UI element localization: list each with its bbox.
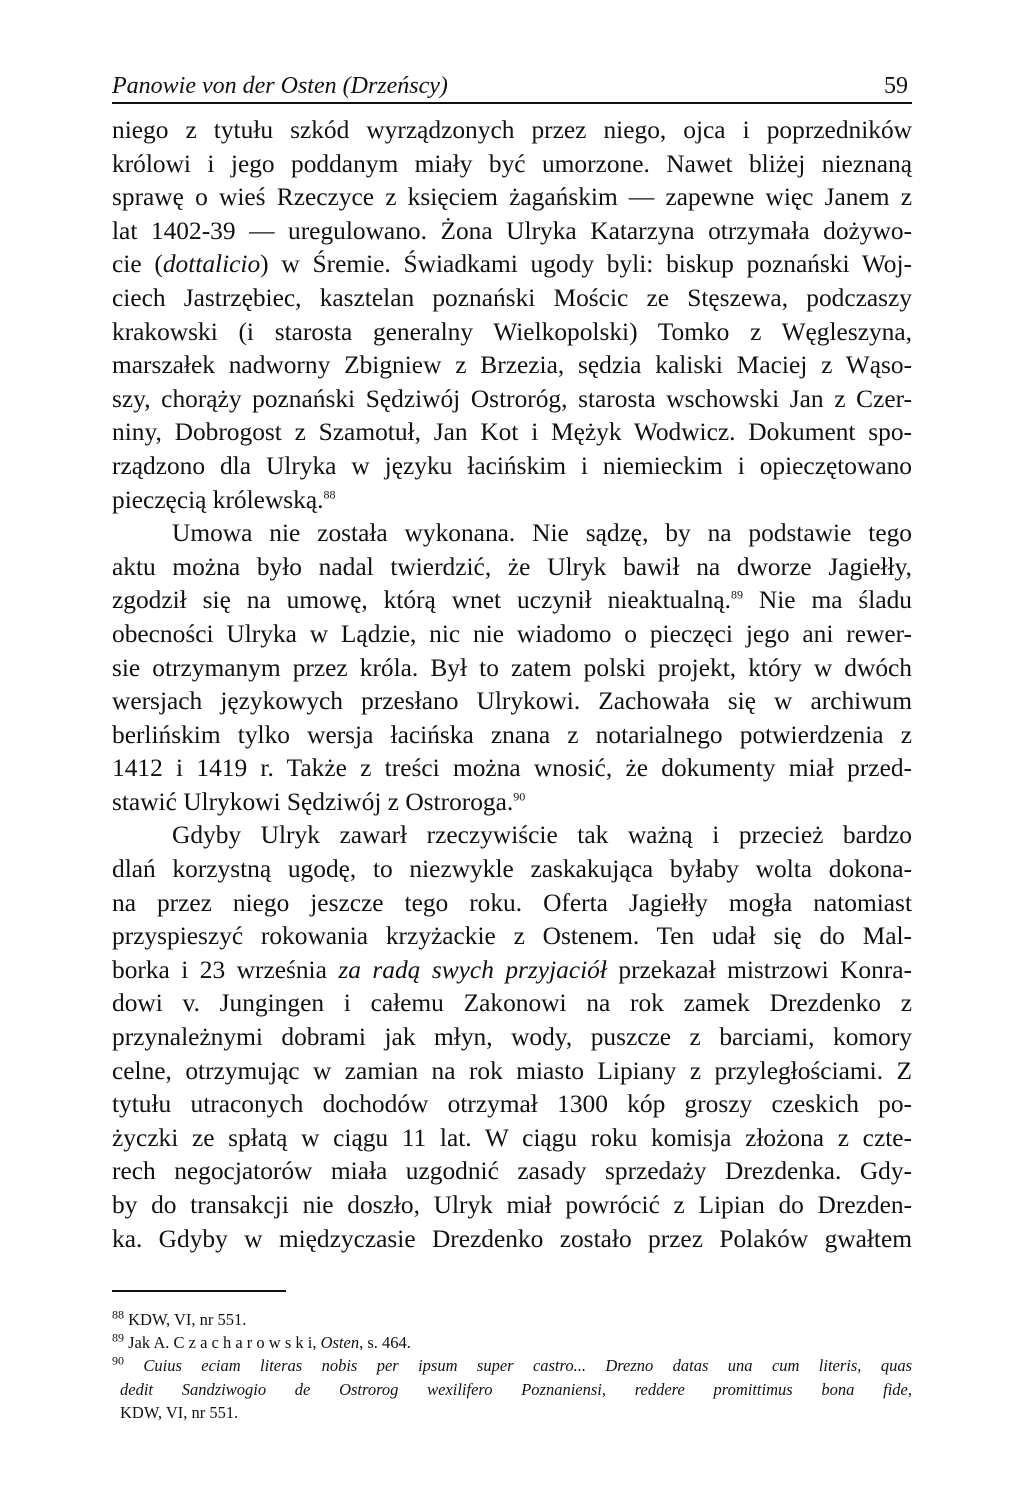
text-line: lat 1402-39 — uregulowano. Żona Ulryka Katarzyna otrzymała dożywo- — [112, 216, 912, 245]
text-line: Umowa nie została wykonana. Nie sądzę, by na podstawie tego — [172, 519, 912, 548]
text-line: by do transakcji nie doszło, Ulryk miał powrócić z Lipian do Drezden- — [112, 1191, 912, 1219]
work-title: Osten — [320, 1333, 360, 1353]
footnote-ref[interactable]: 90 — [513, 789, 526, 804]
text-line: 1412 i 1419 r. Także z treści można wnosić, że dokumenty miał przed- — [112, 754, 912, 783]
text-line: tytułu utraconych dochodów otrzymał 1300 kóp groszy czeskich po- — [112, 1090, 912, 1119]
footnotes — [112, 1290, 912, 1424]
text-line: życzki ze spłatą w ciągu 11 lat. W ciągu roku komisja złożona z czte- — [112, 1123, 912, 1152]
text-line: sprawę o wieś Rzeczyce z księciem żagańskim — zapewne więc Janem z — [112, 183, 912, 212]
text-line: cie (dottalicio) w Śremie. Świadkami ugody byli: biskup poznański Woj- — [112, 250, 912, 279]
text-line: przynależnymi dobrami jak młyn, wody, puszcze z barciami, komory — [112, 1023, 912, 1052]
book-page — [112, 70, 912, 1256]
text-line: zgodził się na umowę, którą wnet uczynił nieaktualną.$^{89}$ Nie ma śladu — [112, 586, 913, 615]
text-line: ciech Jastrzębiec, kasztelan poznański Mościc ze Stęszewa, podczaszy — [112, 283, 912, 312]
text-line: krakowski (i starosta generalny Wielkopolski) Tomko z Węgleszyna, — [112, 317, 912, 346]
footnote-90: $^{90}$ Cuius eciam literas nobis per ipsum super castro... Drezno datas una cum literis, quas — [112, 1353, 912, 1376]
text-line: Gdyby Ulryk zawarł rzeczywiście tak ważną i przecież bardzo — [172, 821, 912, 850]
text-line: wersjach językowych przesłano Ulrykowi. Zachowała się w archiwum — [112, 687, 912, 716]
page-number: 59 — [884, 73, 908, 99]
text-line: królowi i jego poddanym miały być umorzone. Nawet bliżej nieznaną — [112, 149, 912, 178]
footnote-ref[interactable]: 89 — [731, 587, 743, 602]
text-line: niny, Dobrogost z Szamotuł, Jan Kot i Mężyk Wodwicz. Dokument spo- — [112, 418, 912, 447]
text-line: celne, otrzymując w zamian na rok miasto Lipiany z przyległościami. Z — [112, 1056, 912, 1085]
text-line: na przez niego jeszcze tego roku. Oferta Jagiełły mogła natomiast — [112, 888, 912, 917]
text-line: stawić Ulrykowi Sędziwój z Ostroroga.$^{90}$ — [112, 787, 526, 816]
text-line: rech negocjatorów miała uzgodnić zasady sprzedaży Drezdenka. Gdy- — [112, 1157, 912, 1186]
text-line: dlań korzystną ugodę, to niezwykle zaskakująca byłaby wolta dokona- — [112, 855, 912, 884]
text-line: przyspieszyć rokowania krzyżackie z Ostenem. Ten udał się do Mal- — [112, 922, 912, 951]
main-text — [112, 114, 912, 1256]
quoted-phrase: za radą swych przyjaciół — [338, 955, 607, 984]
footnote-90-source: KDW, VI, nr 551. — [120, 1402, 239, 1422]
text-line: rządzono dla Ulryka w języku łacińskim i niemieckim i opieczętowano — [112, 451, 912, 480]
footnote-88: $^{88}$ KDW, VI, nr 551. — [112, 1307, 247, 1329]
text-line: borka i 23 września za radą swych przyjaciół przekazał mistrzowi Konra- — [112, 955, 913, 984]
text-line: obecności Ulryka w Lądzie, nic nie wiadomo o pieczęci jego ani rewer- — [112, 619, 912, 648]
footnote-rule — [112, 1290, 286, 1292]
text-line: marszałek nadworny Zbigniew z Brzezia, sędzia kaliski Maciej z Wąso- — [112, 351, 912, 380]
footnote-89: $^{89}$ Jak A. C z a c h a r o w s k i, Osten, s. 464. — [112, 1330, 411, 1353]
footnote-ref[interactable]: 88 — [323, 487, 336, 502]
text-line: aktu można było nadal twierdzić, że Ulryk bawił na dworze Jagiełły, — [112, 552, 912, 581]
author-spaced: C z a c h a r o w s k i — [173, 1333, 313, 1353]
text-line: berlińskim tylko wersja łacińska znana z notarialnego potwierdzenia z — [112, 720, 912, 749]
running-title: Panowie von der Osten (Drzeńscy) — [112, 73, 448, 99]
text-line: ka. Gdyby w międzyczasie Drezdenko zostało przez Polaków gwałtem — [112, 1224, 912, 1253]
text-line: szy, chorąży poznański Sędziwój Ostroróg, starosta wschowski Jan z Czer- — [112, 384, 912, 413]
text-line: dowi v. Jungingen i całemu Zakonowi na rok zamek Drezdenko z — [112, 989, 912, 1018]
text-line: niego z tytułu szkód wyrządzonych przez niego, ojca i poprzedników — [112, 116, 912, 144]
text-line: pieczęcią królewską.$^{88}$ — [112, 485, 336, 514]
latin-term: dottalicio — [162, 250, 261, 279]
text-line: sie otrzymanym przez króla. Był to zatem polski projekt, który w dwóch — [112, 653, 912, 682]
footnote-90-cont: dedit Sandziwogio de Ostrorog wexilifero Poznaniensi, reddere promittimus bona fide, — [120, 1379, 912, 1399]
running-header — [112, 70, 912, 104]
